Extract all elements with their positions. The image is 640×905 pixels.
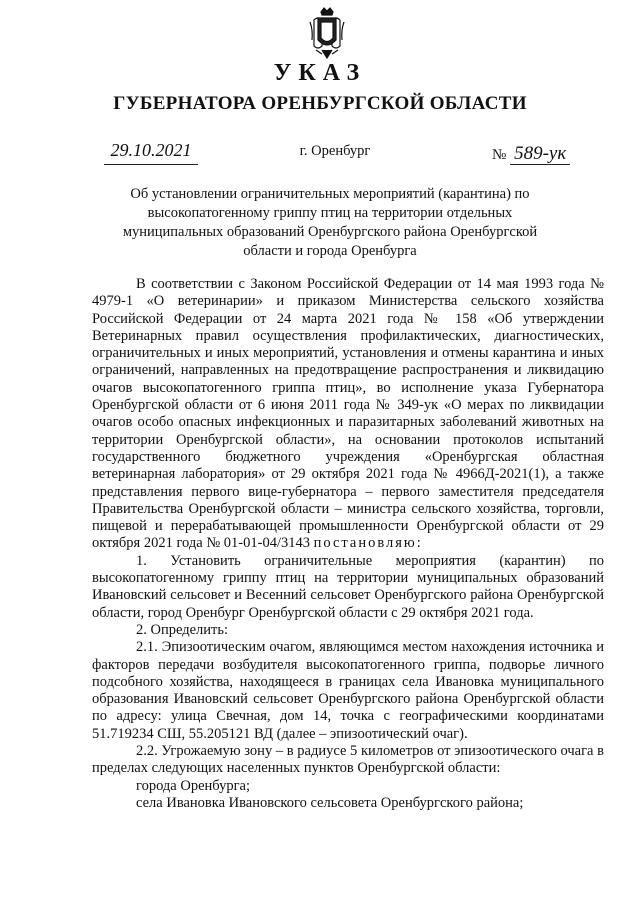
preamble-text: В соответствии с Законом Российской Федерации от 14 мая 1993 года № 4979-1 «О ветеринарии» и приказом Министерства сельского хозяйства Российской Федерации от 24 марта 2021 года № 158 «Об утверждении Ветеринарных правил осуществления профилактических, диагностических, ограничительных и иных мероприятий, установления и отмены карантина и иных ограничений, направленных на предотвращение распространения и ликвидацию очагов высокопатогенного гриппа птиц», во исполнение указа Губернатора Оренбургской области от 6 июня 2011 года № 349-ук «О мерах по ликвидации очагов особо опасных инфекционных и паразитарных заболеваний животных на территории Оренбургской области», на основании протоколов испытаний государственного бюджетного учреждения «Оренбургская областная ветеринарная лаборатория» от 29 октября 2021 года № 4966Д-2021(1), а также представления первого вице-губернатора – первого заместителя председателя Правительства Оренбургской области – министра сельского хозяйства, торговли, пищевой и перерабатывающей промышленности Оренбургской области от 29 октября 2021 года № 01-01-04/3143	[92, 276, 604, 552]
decree-number	[492, 143, 570, 167]
item-2-2: 2.2. Угрожаемую зону – в радиусе 5 километров от эпизоотического очага в пределах следующих населенных пунктов Оренбургской области:	[92, 743, 604, 777]
list-item: села Ивановка Ивановского сельсовета Оренбургского района;	[136, 794, 524, 811]
list-item: города Оренбурга;	[136, 777, 251, 794]
decree-body	[92, 276, 604, 812]
number-prefix: №	[492, 147, 507, 163]
number-value: 589-ук	[510, 143, 570, 165]
item-1: 1. Установить ограничительные мероприятия (карантин) по высокопатогенному гриппу птиц на территории муниципальных образований Ивановский сельсовет и Весенний сельсовет Оренбургского района Оренбургской области, город Оренбург Оренбургской области с 29 октября 2021 года.	[92, 552, 604, 621]
coat-of-arms-icon	[308, 6, 346, 60]
decree-title: УКАЗ	[273, 60, 367, 86]
item-2-1: 2.1. Эпизоотическим очагом, являющимся местом нахождения источника и факторов передачи возбудителя высокопатогенного гриппа, подворье личного подсобного хозяйства, находящееся в границах села Ивановка муниципального образования Ивановский сельсовет Оренбургского района Оренбургской области по адресу: улица Свечная, дом 14, точка с географическими координатами 51.719234 СШ, 55.205121 ВД (далее – эпизоотический очаг).	[92, 639, 604, 742]
preamble-paragraph	[92, 276, 604, 553]
decree-issuer: ГУБЕРНАТОРА ОРЕНБУРГСКОЙ ОБЛАСТИ	[113, 93, 527, 114]
decree-word: постановляю:	[313, 535, 423, 552]
item-2: 2. Определить:	[136, 621, 229, 638]
decree-city: г. Оренбург	[299, 143, 371, 159]
decree-subject: Об установлении ограничительных мероприятий (карантина) по высокопатогенному гриппу птиц на территории отдельных муниципальных образований Оренбургского района Оренбургской области и города Оренбурга	[122, 186, 538, 259]
decree-date: 29.10.2021	[104, 140, 198, 165]
